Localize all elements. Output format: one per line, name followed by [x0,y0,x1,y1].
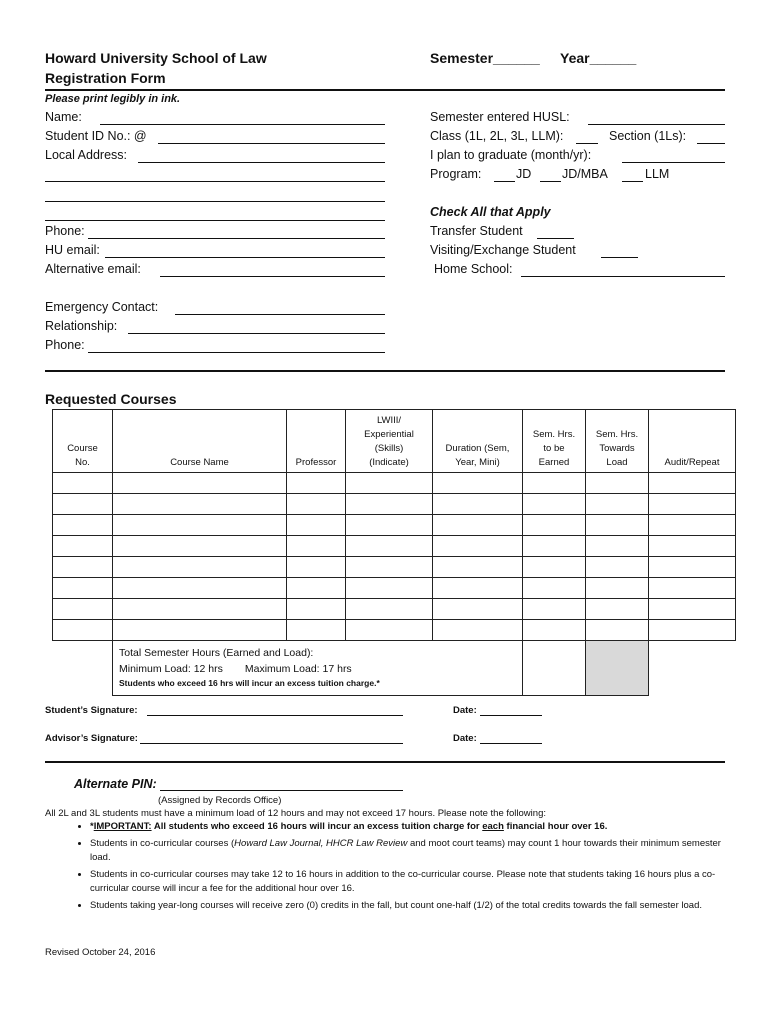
semester-entered-label: Semester entered HUSL: [430,110,570,124]
semester-field[interactable]: Semester______ [430,50,540,66]
notes-intro: All 2L and 3L students must have a minimum load of 12 hours and may not exceed 17 hours. Please note the following: [45,808,546,819]
home-school-field[interactable] [521,276,725,277]
min-load: Minimum Load: 12 hrs [119,663,223,675]
totals-row [53,641,736,696]
local-address-field-4[interactable] [45,220,385,221]
semester-entered-field[interactable] [588,124,725,125]
local-address-field-3[interactable] [45,201,385,202]
graduate-label: I plan to graduate (month/yr): [430,148,592,162]
local-address-label: Local Address: [45,148,127,162]
local-address-field-1[interactable] [138,162,385,163]
alt-pin-label: Alternate PIN: [74,777,157,791]
class-field[interactable] [576,143,598,144]
list-item: • Students in co-curricular courses may take 12 to 16 hours in addition to the co-curricular course. Please note that students taking 16 hours plus a co-curricular course will incur a fee for the additional hour over 16. [90,868,730,897]
program-label: Program: [430,167,482,181]
visiting-label: Visiting/Exchange Student [430,243,576,257]
school-name: Howard University School of Law [45,50,267,66]
emergency-label: Emergency Contact: [45,300,159,314]
col-course-name: Course Name [113,410,287,473]
alt-pin-assigned: (Assigned by Records Office) [158,795,282,806]
table-row[interactable] [53,578,736,599]
phone2-label: Phone: [45,338,85,352]
courses-table [52,409,736,696]
list-item: • *IMPORTANT: All students who exceed 16 hours will incur an excess tuition charge for each financial hour over 16. [90,820,730,835]
emergency-field[interactable] [175,314,385,315]
max-load: Maximum Load: 17 hrs [244,663,352,675]
col-hrs-load: Sem. Hrs. Towards Load [586,410,649,473]
program-jd-blank[interactable] [494,181,515,182]
table-row[interactable] [53,620,736,641]
header-divider [45,89,725,91]
list-item: • Students in co-curricular courses (Howard Law Journal, HHCR Law Review and moot court teams) may count 1 hour towards their minimum semester load. [90,837,730,866]
advisor-signature-label: Advisor’s Signature: [45,733,138,744]
student-date-field[interactable] [480,715,542,716]
class-label: Class (1L, 2L, 3L, LLM): [430,129,564,143]
advisor-date-label: Date: [453,733,477,744]
col-audit-repeat: Audit/Repeat [649,410,736,473]
program-jd: JD [516,167,532,181]
advisor-signature-field[interactable] [140,743,403,744]
section-divider [45,370,725,372]
student-signature-field[interactable] [147,715,403,716]
local-address-field-2[interactable] [45,181,385,182]
advisor-date-field[interactable] [480,743,542,744]
student-id-label: Student ID No.: @ [45,129,147,143]
phone-label: Phone: [45,224,85,238]
relationship-field[interactable] [128,333,385,334]
table-row[interactable] [53,473,736,494]
name-label: Name: [45,110,82,124]
table-row[interactable] [53,515,736,536]
courses-header-row [53,410,736,473]
student-signature-label: Student’s Signature: [45,705,138,716]
hu-email-field[interactable] [105,257,385,258]
total-hours-label: Total Semester Hours (Earned and Load): [119,647,314,659]
revised-date: Revised October 24, 2016 [45,947,156,958]
excess-note: Students who exceed 16 hrs will incur an excess tuition charge.* [119,678,380,688]
totals-cell [113,641,523,696]
section-label: Section (1Ls): [609,129,687,143]
table-row[interactable] [53,557,736,578]
relationship-label: Relationship: [45,319,118,333]
hu-email-label: HU email: [45,243,100,257]
table-row[interactable] [53,599,736,620]
table-row[interactable] [53,494,736,515]
student-date-label: Date: [453,705,477,716]
total-load-cell [586,641,649,696]
notes-list [52,820,730,915]
check-all-heading: Check All that Apply [430,205,551,219]
student-id-field[interactable] [158,143,385,144]
col-hrs-earned: Sem. Hrs. to be Earned [523,410,586,473]
program-llm-blank[interactable] [622,181,643,182]
col-course-no: Course No. [53,410,113,473]
year-field[interactable]: Year______ [560,50,637,66]
col-experiential: LWIII/ Experiential (Skills) (Indicate) [346,410,433,473]
graduate-field[interactable] [622,162,725,163]
program-llm: LLM [645,167,670,181]
program-jdmba-blank[interactable] [540,181,561,182]
col-duration: Duration (Sem, Year, Mini) [433,410,523,473]
alt-email-label: Alternative email: [45,262,141,276]
transfer-label: Transfer Student [430,224,523,238]
alt-pin-field[interactable] [160,790,403,791]
visiting-field[interactable] [601,257,638,258]
home-school-label: Home School: [434,262,513,276]
section-field[interactable] [697,143,725,144]
col-professor: Professor [287,410,346,473]
transfer-field[interactable] [537,238,574,239]
program-jdmba: JD/MBA [562,167,608,181]
print-note: Please print legibly in ink. [45,93,181,105]
list-item: • Students taking year-long courses will receive zero (0) credits in the fall, but count one-half (1/2) of the total credits towards the fall semester load. [90,899,730,914]
table-row[interactable] [53,536,736,557]
lower-divider [45,761,725,763]
name-field[interactable] [100,124,385,125]
alt-email-field[interactable] [160,276,385,277]
form-title: Registration Form [45,70,166,86]
phone-field[interactable] [88,238,385,239]
total-earned-cell[interactable] [523,641,586,696]
phone2-field[interactable] [88,352,385,353]
courses-title: Requested Courses [45,391,177,407]
